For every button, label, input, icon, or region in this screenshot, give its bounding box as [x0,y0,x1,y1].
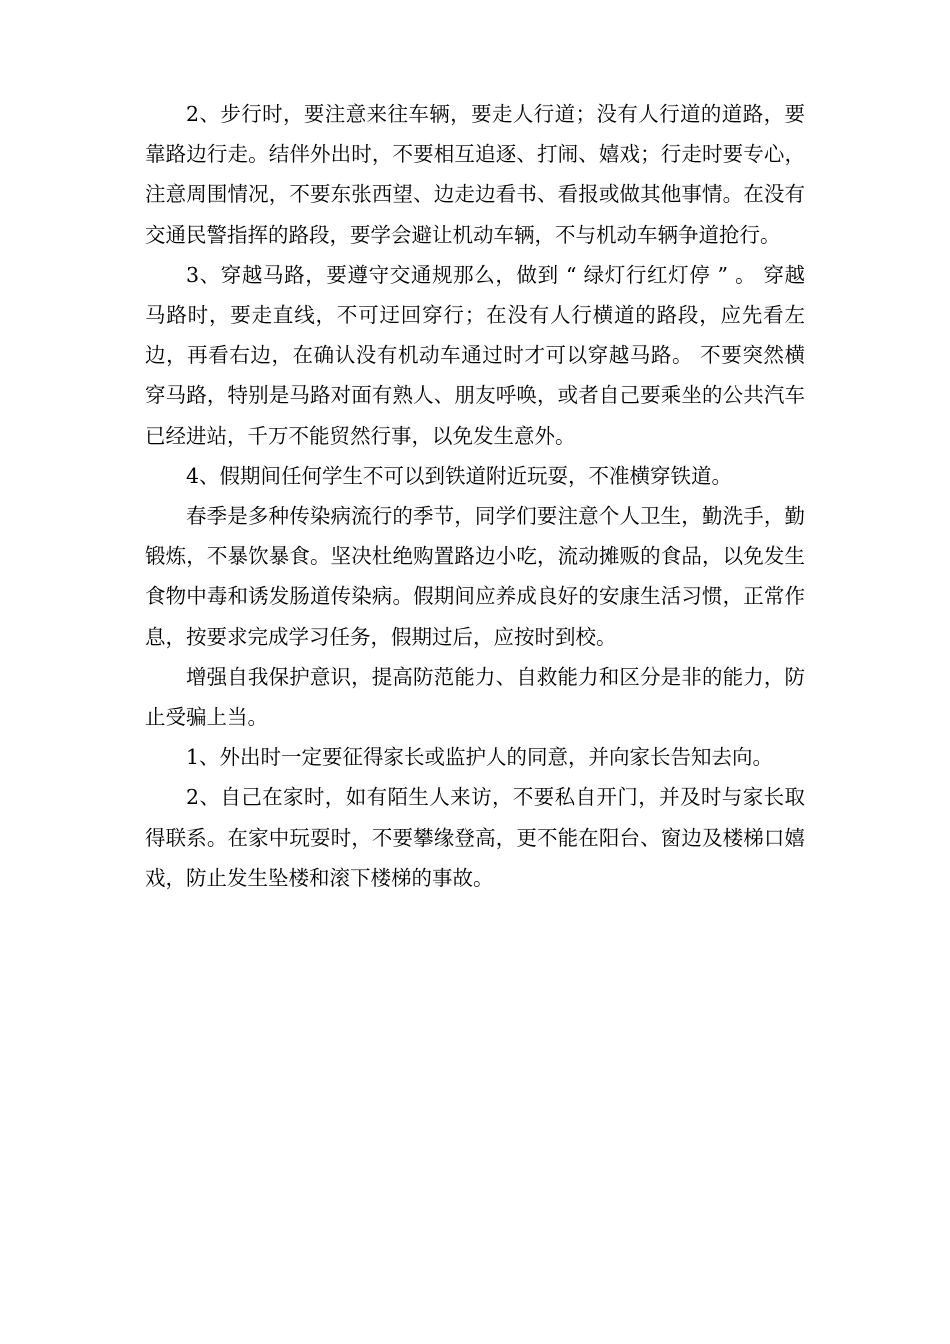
paragraph-spring-health: 春季是多种传染病流行的季节，同学们要注意个人卫生，勤洗手，勤锻炼，不暴饮暴食。坚决杜绝购置路边小吃，流动摊贩的食品，以免发生食物中毒和诱发肠道传染病。假期间应养成良好的安康生活习惯，正常作息，按要求完成学习任务，假期过后，应按时到校。 [145,504,805,649]
paragraph-railway: 4、假期间任何学生不可以到铁道附近玩耍，不准横穿铁道。 [186,463,733,488]
paragraph-walking-safety: 2、步行时，要注意来往车辆，要走人行道；没有人行道的道路，要靠路边行走。结伴外出时，不要相互追逐、打闹、嬉戏；行走时要专心，注意周围情况，不要东张西望、边走边看书、看报或做其他事情。在没有交通民警指挥的路段，要学会避让机动车辆，不与机动车辆争道抢行。 [145,102,805,247]
paragraph-going-out: 1、外出时一定要征得家长或监护人的同意，并向家长告知去向。 [186,745,774,770]
paragraph-home-alone: 2、自己在家时，如有陌生人来访，不要私自开门，并及时与家长取得联系。在家中玩耍时，不要攀缘登高，更不能在阳台、窗边及楼梯口嬉戏，防止发生坠楼和滚下楼梯的事故。 [145,785,805,890]
paragraph-self-protection: 增强自我保护意识，提高防范能力、自救能力和区分是非的能力，防止受骗上当。 [145,664,805,730]
paragraph-crossing-road: 3、穿越马路，要遵守交通规那么，做到 “ 绿灯行红灯停 ” 。 穿越马路时，要走直线，不可迂回穿行；在没有人行横道的路段，应先看左边，再看右边，在确认没有机动车通过时才可以穿越马路。 不要突然横穿马路，特别是马路对面有熟人、朋友呼唤，或者自己要乘坐的公共汽车已经进站，千万不能贸然行事，以免发生意外。 [145,262,805,448]
document-body [145,94,805,898]
